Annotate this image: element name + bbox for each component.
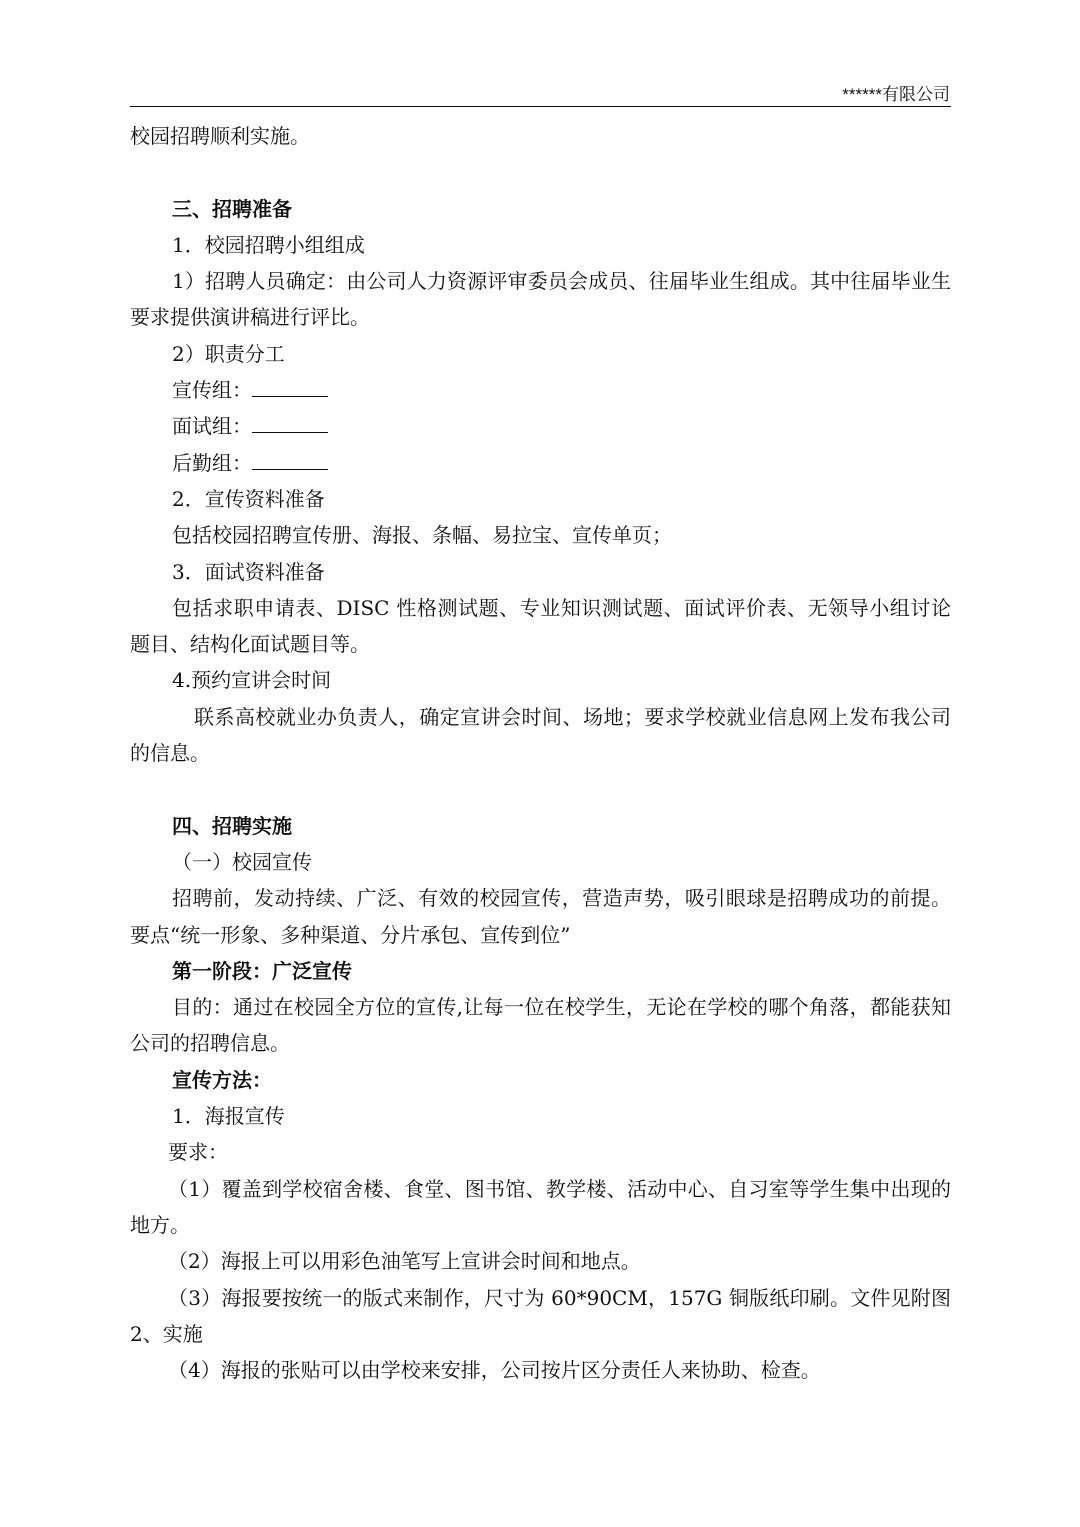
subsection-heading: 2）职责分工 bbox=[172, 341, 285, 366]
paragraph: 联系高校就业办负责人，确定宣讲会时间、场地；要求学校就业信息网上发布我公司的信息。 bbox=[130, 704, 951, 766]
list-item: （2）海报上可以用彩色油笔写上宣讲会时间和地点。 bbox=[168, 1249, 641, 1274]
paragraph: 招聘前，发动持续、广泛、有效的校园宣传，营造声势，吸引眼球是招聘成功的前提。要点“统一形象、多种渠道、分片承包、宣传到位” bbox=[130, 886, 951, 947]
group-label: 宣传组： bbox=[172, 378, 252, 403]
section-heading: 三、招聘准备 bbox=[172, 196, 292, 221]
phase-heading: 第一阶段：广泛宣传 bbox=[172, 958, 352, 983]
subsection-heading: 1．校园招聘小组组成 bbox=[172, 232, 365, 257]
paragraph: 校园招聘顺利实施。 bbox=[130, 124, 310, 148]
subsection-heading: 1．海报宣传 bbox=[172, 1104, 285, 1129]
list-item: （4）海报的张贴可以由学校来安排，公司按片区分责任人来协助、检查。 bbox=[168, 1358, 821, 1383]
spacer bbox=[130, 771, 951, 807]
subsection-heading: 4.预约宣讲会时间 bbox=[172, 668, 332, 693]
paragraph: 要求： bbox=[168, 1140, 228, 1165]
paragraph: 1）招聘人员确定：由公司人力资源评审委员会成员、往届毕业生组成。其中往届毕业生要求提供演讲稿进行评比。 bbox=[130, 269, 951, 330]
group-label: 面试组： bbox=[172, 414, 252, 439]
group-line-logistics bbox=[130, 445, 951, 481]
section-heading: 四、招聘实施 bbox=[172, 813, 292, 838]
group-label: 后勤组： bbox=[172, 450, 252, 475]
header-divider bbox=[130, 106, 951, 107]
paragraph: 包括求职申请表、DISC 性格测试题、专业知识测试题、面试评价表、无领导小组讨论题目、结构化面试题目等。 bbox=[130, 595, 951, 657]
fill-in-blank bbox=[252, 412, 328, 433]
spacer bbox=[130, 154, 951, 190]
subsection-heading: 2．宣传资料准备 bbox=[172, 486, 325, 511]
method-heading: 宣传方法： bbox=[172, 1067, 272, 1092]
list-item: （1）覆盖到学校宿舍楼、食堂、图书馆、教学楼、活动中心、自习室等学生集中出现的地方。 bbox=[130, 1176, 951, 1237]
list-item: （3）海报要按统一的版式来制作，尺寸为 60*90CM，157G 铜版纸印刷。文件见附图 2、实施 bbox=[130, 1285, 951, 1346]
paragraph: 目的：通过在校园全方位的宣传,让每一位在校学生，无论在学校的哪个角落，都能获知公司的招聘信息。 bbox=[130, 995, 951, 1056]
group-line-interview bbox=[130, 408, 951, 444]
fill-in-blank bbox=[252, 449, 328, 470]
document-body bbox=[130, 118, 951, 1388]
group-line-publicity bbox=[130, 372, 951, 408]
subsection-heading: （一）校园宣传 bbox=[172, 849, 312, 874]
fill-in-blank bbox=[252, 376, 328, 397]
subsection-heading: 3．面试资料准备 bbox=[172, 559, 325, 584]
paragraph: 包括校园招聘宣传册、海报、条幅、易拉宝、宣传单页； bbox=[172, 523, 672, 548]
header-company-name: ******有限公司 bbox=[842, 85, 950, 104]
